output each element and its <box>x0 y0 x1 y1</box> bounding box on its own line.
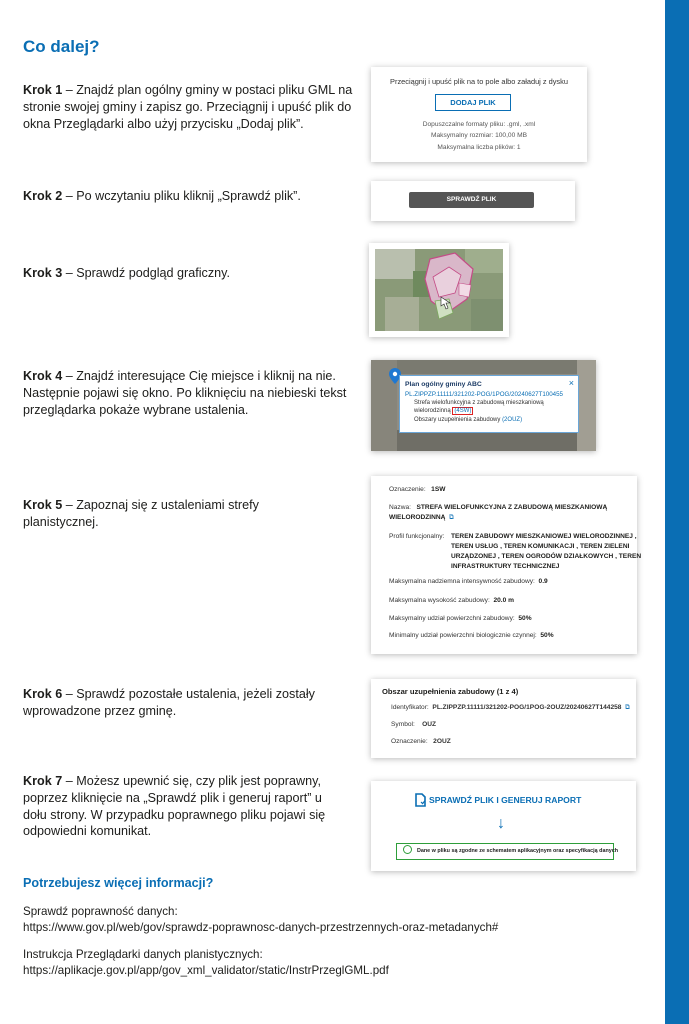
zone-oznaczenie-value: 1SW <box>431 486 446 493</box>
upload-dropzone[interactable] <box>371 67 587 162</box>
popup-zone-line1: Strefa wielofunkcyjna z zabudową mieszkaniową <box>414 400 544 406</box>
step-5-label: Krok 5 <box>23 498 63 512</box>
zone-height <box>389 597 514 604</box>
plan-popup-card <box>371 360 596 451</box>
zone-intensity-label: Maksymalna nadziemna intensywność zabudowy: <box>389 578 535 585</box>
step-7 <box>23 773 338 840</box>
check-data-block <box>23 904 498 936</box>
step-6-label: Krok 6 <box>23 687 63 701</box>
zone-profile-line-4-text: INFRASTRUKTURY TECHNICZNEJ <box>451 563 560 570</box>
zone-nazwa-value-2: WIELORODZINNĄ <box>389 514 446 521</box>
validation-success-message <box>396 843 619 860</box>
zone-bio-label: Minimalny udział powierzchni biologicznie czynnej: <box>389 632 537 639</box>
popup-zone-line2 <box>414 408 473 414</box>
zone-height-label: Maksymalna wysokość zabudowy: <box>389 597 490 604</box>
right-accent-stripe <box>665 0 689 1024</box>
copy-icon[interactable]: ⧉ <box>625 704 630 711</box>
report-card <box>371 781 636 871</box>
step-1-label: Krok 1 <box>23 83 63 97</box>
step-2 <box>23 188 353 205</box>
document-icon <box>415 793 426 807</box>
zone-height-value: 20.0 m <box>493 597 514 604</box>
popup-zone-line2-text: wielorodzinną <box>414 408 451 414</box>
step-4 <box>23 368 353 418</box>
popup-area-link[interactable]: (2OUZ) <box>502 417 523 423</box>
manual-block <box>23 947 389 979</box>
step-2-text: – Po wczytaniu pliku kliknij „Sprawdź plik”. <box>62 189 301 203</box>
check-file-button[interactable]: SPRAWDŹ PLIK <box>409 192 534 208</box>
popup-plan-id-link[interactable]: PL.ZIPPZP.11111/321202-POG/1POG/20240627T100455 <box>405 391 563 398</box>
step-7-label: Krok 7 <box>23 774 63 788</box>
popup-area-line <box>414 417 522 423</box>
step-4-text: – Znajdź interesujące Cię miejsce i kliknij na nie. Następnie pojawi się okno. Po kliknięciu na niebieski tekst przeglądarka pokaże wybrane ustalenia. <box>23 369 347 417</box>
zone-profile-line-1 <box>451 533 637 540</box>
step-4-label: Krok 4 <box>23 369 63 383</box>
zone-intensity <box>389 578 548 585</box>
check-data-url[interactable]: https://www.gov.pl/web/gov/sprawdz-poprawnosc-danych-przestrzennych-oraz-metadanych# <box>23 921 499 934</box>
plan-popup <box>399 375 579 433</box>
zone-nazwa <box>389 504 607 511</box>
zone-intensity-value: 0.9 <box>538 578 548 585</box>
zone-nazwa-cont <box>389 514 454 522</box>
add-file-button[interactable]: DODAJ PLIK <box>435 94 511 111</box>
zone-nazwa-label: Nazwa: <box>389 504 411 511</box>
page-title: Co dalej? <box>23 37 100 56</box>
area-id <box>391 704 630 712</box>
zone-details-card <box>371 476 642 654</box>
zone-area <box>389 615 532 622</box>
check-file-panel <box>371 181 575 221</box>
map-preview-card <box>369 243 509 337</box>
zone-bio <box>389 632 554 639</box>
validation-success-text: Dane w pliku są zgodne ze schematem aplikacyjnym oraz specyfikacją danych <box>417 848 619 854</box>
zone-area-label: Maksymalny udział powierzchni zabudowy: <box>389 615 515 622</box>
zone-oznaczenie-label: Oznaczenie: <box>389 486 426 493</box>
step-1-text: – Znajdź plan ogólny gminy w postaci pliku GML na stronie swojej gminy i zapisz go. Przeciągnij i upuść plik do okna Przeglądarki albo użyj przycisku „Dodaj plik”. <box>23 83 353 131</box>
area-heading: Obszar uzupełnienia zabudowy (1 z 4) <box>382 687 519 696</box>
zone-profile-label: Profil funkcjonalny: <box>389 533 445 540</box>
step-5-text: – Zapoznaj się z ustaleniami strefy planistycznej. <box>23 498 259 529</box>
more-info-heading: Potrzebujesz więcej informacji? <box>23 876 214 890</box>
map-preview-image[interactable] <box>375 249 503 331</box>
step-6-text: – Sprawdź pozostałe ustalenia, jeżeli zostały wprowadzone przez gminę. <box>23 687 315 718</box>
area-oznaczenie-value: 2OUZ <box>433 738 451 745</box>
step-6 <box>23 686 323 720</box>
step-2-label: Krok 2 <box>23 189 63 203</box>
area-details-card <box>371 679 636 758</box>
step-1 <box>23 82 353 132</box>
dropzone-text: Przeciągnij i upuść plik na to pole albo załaduj z dysku <box>390 77 568 86</box>
popup-title: Plan ogólny gminy ABC <box>405 381 482 388</box>
step-3-text: – Sprawdź podgląd graficzny. <box>62 266 230 280</box>
zone-nazwa-value-1: STREFA WIELOFUNKCYJNA Z ZABUDOWĄ MIESZKANIOWĄ <box>416 504 608 511</box>
check-data-label: Sprawdź poprawność danych: <box>23 905 178 918</box>
step-7-text: – Możesz upewnić się, czy plik jest poprawny, poprzez kliknięcie na „Sprawdź plik i generuj raport” u dołu strony. W przypadku poprawnego pliku pojawi się odpowiedni komunikat. <box>23 774 326 839</box>
zone-oznaczenie <box>389 486 445 493</box>
max-size: Maksymalny rozmiar: 100,00 MB <box>430 132 527 139</box>
zone-profile-line-3-text: URZĄDZONEJ , TEREN OGRODÓW DZIAŁKOWYCH , TEREN <box>451 553 642 560</box>
step-3-label: Krok 3 <box>23 266 63 280</box>
allowed-formats: Dopuszczalne formaty pliku: .gml, .xml <box>422 121 536 128</box>
step-3 <box>23 265 353 282</box>
zone-profile-line-2-text: TEREN USŁUG , TEREN KOMUNIKACJI , TEREN ZIELENI <box>451 543 630 550</box>
area-symbol <box>391 721 436 728</box>
popup-zone-link[interactable]: (4SW) <box>454 408 472 414</box>
copy-icon[interactable]: ⧉ <box>449 514 454 521</box>
step-5 <box>23 497 283 531</box>
check-circle-icon <box>403 845 412 854</box>
area-symbol-value: OUZ <box>422 721 437 728</box>
area-id-label: Identyfikator: <box>391 704 429 711</box>
popup-area-text: Obszary uzupełnienia zabudowy <box>414 417 501 423</box>
zone-profile-line-3 <box>451 553 641 560</box>
zone-profile-line-2 <box>451 543 629 550</box>
area-id-value: PL.ZIPPZP.11111/321202-POG/1POG-2OUZ/20240627T144258 <box>432 704 622 711</box>
close-icon[interactable]: × <box>568 378 574 388</box>
manual-url[interactable]: https://aplikacje.gov.pl/app/gov_xml_validator/static/InstrPrzeglGML.pdf <box>23 964 389 977</box>
zone-profile-line-4 <box>451 563 559 570</box>
area-oznaczenie-label: Oznaczenie: <box>391 738 428 745</box>
max-files: Maksymalna liczba plików: 1 <box>437 144 521 151</box>
arrow-down-icon: ↓ <box>497 815 505 832</box>
zone-profile-line-1-text: TEREN ZABUDOWY MIESZKANIOWEJ WIELORODZINNEJ , <box>451 533 637 540</box>
area-symbol-label: Symbol: <box>391 721 415 728</box>
check-and-report-link[interactable]: SPRAWDŹ PLIK I GENERUJ RAPORT <box>429 795 582 805</box>
manual-label: Instrukcja Przeglądarki danych planistycznych: <box>23 948 263 961</box>
zone-bio-value: 50% <box>540 632 554 639</box>
area-oznaczenie <box>391 738 451 745</box>
zone-area-value: 50% <box>518 615 532 622</box>
